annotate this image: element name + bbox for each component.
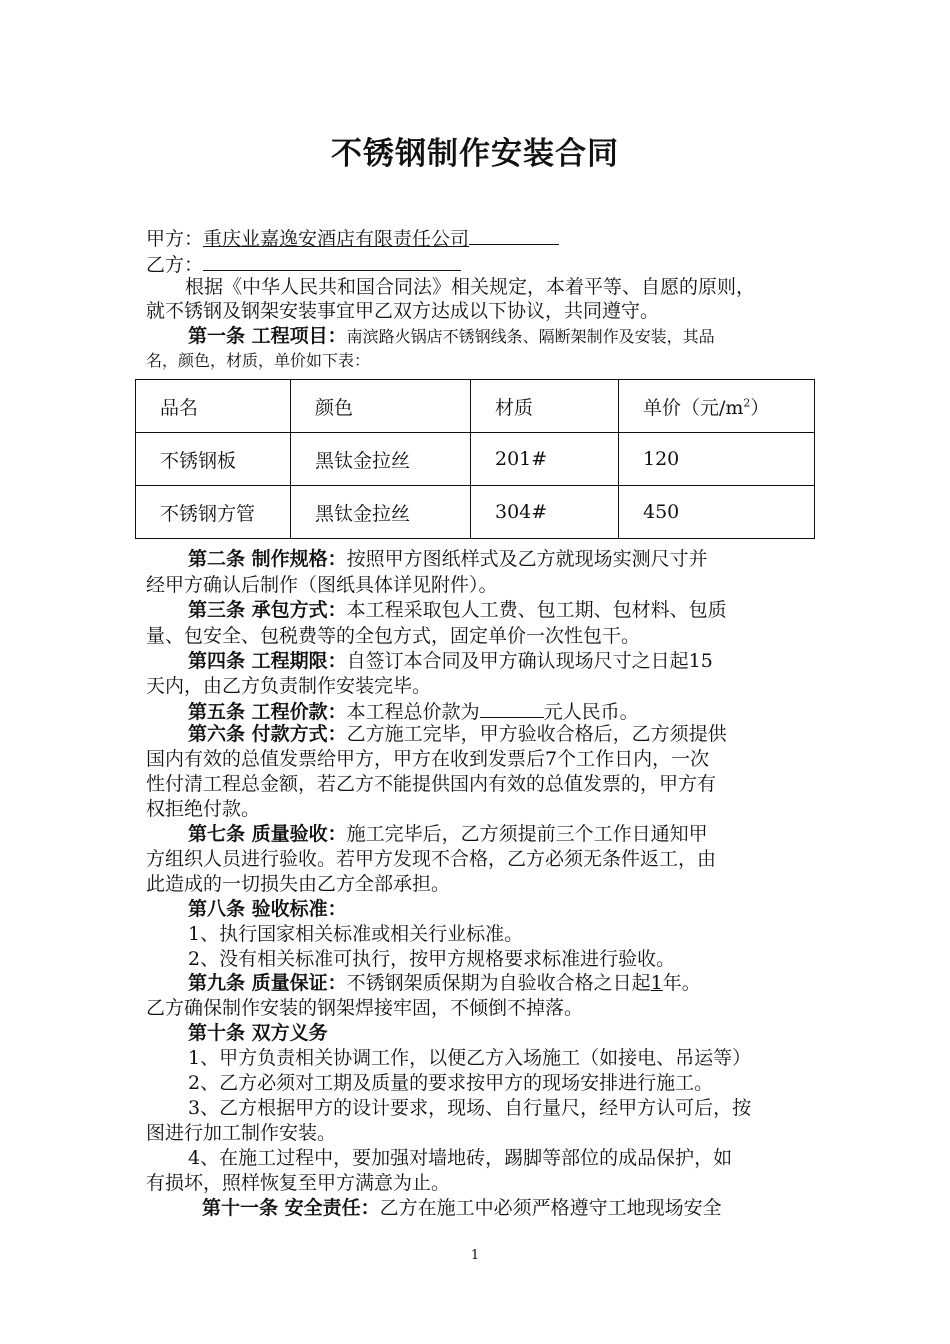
article-9-heading: 第九条 质量保证： xyxy=(188,972,347,994)
article-2-line-1 xyxy=(188,546,848,572)
price-header-superscript: 2 xyxy=(743,396,751,410)
table-cell: 黑钛金拉丝 xyxy=(291,433,471,486)
article-6-text-1: 乙方施工完毕，甲方验收合格后，乙方须提供 xyxy=(346,723,727,745)
article-4-text-1: 自签订本合同及甲方确认现场尺寸之日起15 xyxy=(346,650,713,672)
article-4-line-1 xyxy=(188,648,848,674)
table-cell: 304# xyxy=(471,486,619,539)
header-cell: 颜色 xyxy=(291,380,471,433)
article-8-item-1: 1、执行国家相关标准或相关行业标准。 xyxy=(188,923,524,945)
table-cell: 黑钛金拉丝 xyxy=(291,486,471,539)
party-b-label: 乙方： xyxy=(146,254,204,276)
price-table xyxy=(135,379,815,539)
article-1-heading: 第一条 工程项目： xyxy=(188,325,347,347)
article-7-line-1 xyxy=(188,821,848,847)
article-7-line-2: 方组织人员进行验收。若甲方发现不合格，乙方必须无条件返工，由 xyxy=(146,848,717,870)
page-title: 不锈钢制作安装合同 xyxy=(331,136,619,172)
party-a-underline xyxy=(469,224,559,245)
article-10-item-3-cont: 图进行加工制作安装。 xyxy=(146,1122,337,1144)
article-6-line-2: 国内有效的总值发票给甲方，甲方在收到发票后7个工作日内，一次 xyxy=(146,748,710,770)
article-8-heading: 第八条 验收标准： xyxy=(188,898,347,920)
article-10-heading: 第十条 双方义务 xyxy=(188,1022,328,1044)
party-a-value: 重庆业嘉逸安酒店有限责任公司 xyxy=(203,228,470,250)
article-2-heading: 第二条 制作规格： xyxy=(188,548,347,570)
header-cell: 材质 xyxy=(471,380,619,433)
article-1-line-1 xyxy=(188,323,848,350)
table-cell: 不锈钢方管 xyxy=(136,486,291,539)
article-7-text-1: 施工完毕后，乙方须提前三个工作日通知甲 xyxy=(346,823,708,845)
price-header-text: 单价（元/m xyxy=(643,396,744,419)
article-5-text-2: 元人民币。 xyxy=(543,701,639,723)
article-7-line-3: 此造成的一切损失由乙方全部承担。 xyxy=(146,873,451,895)
total-price-blank xyxy=(480,697,544,718)
table-cell: 120 xyxy=(619,433,815,486)
article-10-item-2: 2、乙方必须对工期及质量的要求按甲方的现场安排进行施工。 xyxy=(188,1072,714,1094)
article-9-text-1b: 年。 xyxy=(662,972,701,994)
article-6-line-3: 性付清工程总金额，若乙方不能提供国内有效的总值发票的，甲方有 xyxy=(146,773,717,795)
intro-line-1: 根据《中华人民共和国合同法》相关规定，本着平等、自愿的原则， xyxy=(185,276,756,298)
party-a-line xyxy=(146,224,806,252)
intro-line-2: 就不锈钢及钢架安装事宜甲乙双方达成以下协议，共同遵守。 xyxy=(146,300,660,322)
article-4-heading: 第四条 工程期限： xyxy=(188,650,347,672)
table-cell: 450 xyxy=(619,486,815,539)
party-b-blank xyxy=(203,250,461,271)
table-cell: 201# xyxy=(471,433,619,486)
price-header-close: ） xyxy=(750,396,770,419)
article-3-heading: 第三条 承包方式： xyxy=(188,599,347,621)
party-a-label: 甲方： xyxy=(146,228,204,250)
article-9-line-1 xyxy=(188,970,848,996)
article-3-line-1 xyxy=(188,597,848,623)
article-11-heading: 第十一条 安全责任： xyxy=(202,1197,380,1219)
header-cell: 品名 xyxy=(136,380,291,433)
article-1-text-1: 南滨路火锅店不锈钢线条、隔断架制作及安装，其品 xyxy=(346,327,715,346)
article-5-text-1: 本工程总价款为 xyxy=(346,701,480,723)
article-9-text-1: 不锈钢架质保期为自验收合格之日起 xyxy=(346,972,651,994)
article-10-item-1: 1、甲方负责相关协调工作，以便乙方入场施工（如接电、吊运等） xyxy=(188,1047,752,1069)
article-7-heading: 第七条 质量验收： xyxy=(188,823,347,845)
article-2-line-2: 经甲方确认后制作（图纸具体详见附件）。 xyxy=(146,574,498,596)
article-10-item-4: 4、在施工过程中，要加强对墙地砖，踢脚等部位的成品保护，如 xyxy=(188,1147,733,1169)
article-8-item-2: 2、没有相关标准可执行，按甲方规格要求标准进行验收。 xyxy=(188,948,676,970)
article-1-line-2: 名，颜色，材质，单价如下表： xyxy=(146,351,371,370)
article-6-heading: 第六条 付款方式： xyxy=(188,723,347,745)
article-11-line-1 xyxy=(202,1195,862,1221)
article-6-line-1 xyxy=(188,721,848,747)
table-row xyxy=(136,486,815,539)
table-header-row xyxy=(136,380,815,433)
article-2-text-1: 按照甲方图纸样式及乙方就现场实测尺寸并 xyxy=(346,548,708,570)
article-6-line-4: 权拒绝付款。 xyxy=(146,798,261,820)
article-3-text-1: 本工程采取包人工费、包工期、包材料、包质 xyxy=(346,599,727,621)
article-11-text-1: 乙方在施工中必须严格遵守工地现场安全 xyxy=(379,1197,722,1219)
article-10-item-4-cont: 有损坏，照样恢复至甲方满意为止。 xyxy=(146,1172,451,1194)
article-10-item-3: 3、乙方根据甲方的设计要求，现场、自行量尺，经甲方认可后，按 xyxy=(188,1097,752,1119)
header-cell-price xyxy=(619,380,815,433)
table-row xyxy=(136,433,815,486)
article-3-line-2: 量、包安全、包税费等的全包方式，固定单价一次性包干。 xyxy=(146,625,641,647)
article-4-line-2: 天内，由乙方负责制作安装完毕。 xyxy=(146,675,432,697)
page-number: 1 xyxy=(470,1248,480,1263)
article-5-heading: 第五条 工程价款： xyxy=(188,701,347,723)
table-cell: 不锈钢板 xyxy=(136,433,291,486)
warranty-years: 1 xyxy=(650,972,663,994)
article-9-line-2: 乙方确保制作安装的钢架焊接牢固，不倾倒不掉落。 xyxy=(146,997,584,1019)
